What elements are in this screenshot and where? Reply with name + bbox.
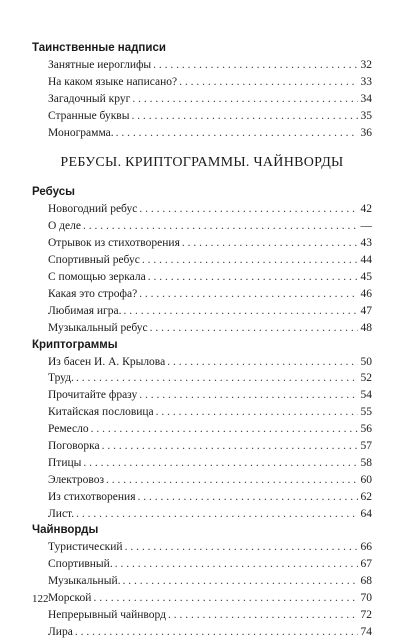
toc-entry-page-number: 66	[360, 541, 372, 554]
toc-entry	[32, 269, 372, 286]
toc-entry-page-number: 57	[360, 440, 372, 453]
toc-entry-page-number: 42	[360, 203, 372, 216]
toc-entry-page-number: 46	[360, 287, 372, 300]
toc-entry	[32, 201, 372, 218]
toc-entry	[32, 472, 372, 489]
toc-entry-title: Монограмма.	[48, 126, 114, 139]
toc-entry	[32, 74, 372, 91]
toc-entry	[32, 556, 372, 573]
toc-list-cryptograms	[32, 354, 372, 523]
toc-entry	[32, 320, 372, 337]
toc-entry-page-number: 72	[360, 609, 372, 622]
dot-leader	[167, 354, 358, 371]
toc-entry-page-number: 50	[360, 355, 372, 368]
toc-entry-page-number: 47	[360, 304, 372, 317]
toc-entry-page-number: 74	[360, 625, 372, 638]
toc-entry	[32, 218, 372, 235]
toc-entry-title: Отрывок из стихотворения	[48, 237, 180, 250]
dot-leader	[76, 370, 358, 387]
toc-entry	[32, 404, 372, 421]
toc-entry	[32, 438, 372, 455]
toc-entry-title: Поговорка	[48, 440, 100, 453]
toc-entry-title: С помощью зеркала	[48, 271, 146, 284]
dot-leader	[122, 573, 358, 590]
dot-leader	[93, 590, 358, 607]
dot-leader	[76, 506, 358, 523]
toc-entry-page-number: 67	[360, 558, 372, 571]
dot-leader	[179, 74, 358, 91]
toc-entry	[32, 286, 372, 303]
toc-entry-title: О деле	[48, 220, 81, 233]
dot-leader	[91, 421, 358, 438]
toc-entry-page-number: 45	[360, 271, 372, 284]
dot-leader	[139, 201, 358, 218]
table-of-contents	[32, 40, 372, 641]
dot-leader	[116, 125, 358, 142]
dot-leader	[138, 489, 359, 506]
toc-entry-title: Музыкальный ребус	[48, 321, 148, 334]
toc-entry-title: Загадочный круг	[48, 92, 131, 105]
toc-entry-page-number: 48	[360, 321, 372, 334]
toc-entry	[32, 252, 372, 269]
toc-entry-page-number: 36	[360, 126, 372, 139]
toc-entry	[32, 590, 372, 607]
toc-entry	[32, 455, 372, 472]
toc-entry	[32, 57, 372, 74]
toc-entry-title: Спортивный ребус	[48, 254, 140, 267]
toc-list-rebuses	[32, 201, 372, 336]
toc-entry-title: Китайская пословица	[48, 406, 154, 419]
section-heading-rebuses: Ребусы	[32, 186, 75, 199]
toc-entry-page-number: 68	[360, 575, 372, 588]
dot-leader	[83, 218, 358, 235]
dot-leader	[142, 252, 358, 269]
toc-entry	[32, 91, 372, 108]
toc-entry-title: Какая это строфа?	[48, 287, 138, 300]
toc-entry-title: Занятные иероглифы	[48, 59, 152, 71]
toc-entry-page-number: 70	[360, 592, 372, 605]
toc-entry-page-number: 43	[360, 237, 372, 250]
dot-leader	[139, 387, 358, 404]
dot-leader	[106, 472, 358, 489]
toc-entry-title: Из басен И. А. Крылова	[48, 355, 166, 368]
toc-entry-page-number: 35	[360, 109, 372, 122]
dot-leader	[131, 108, 358, 125]
toc-entry-title: Морской	[48, 592, 92, 605]
toc-entry	[32, 108, 372, 125]
dot-leader	[75, 624, 358, 641]
toc-entry	[32, 370, 372, 387]
toc-entry-title: Непрерывный чайнворд	[48, 609, 166, 622]
toc-entry	[32, 506, 372, 523]
page-number: 122	[32, 593, 49, 605]
toc-entry-page-number: 34	[360, 92, 372, 105]
toc-entry-title: Труд.	[48, 372, 74, 385]
toc-entry	[32, 489, 372, 506]
toc-entry-title: Странные буквы	[48, 109, 130, 122]
toc-entry-page-number: 52	[360, 372, 372, 385]
toc-entry	[32, 624, 372, 641]
toc-entry	[32, 303, 372, 320]
toc-entry-title: Из стихотворения	[48, 490, 136, 503]
dot-leader	[115, 556, 358, 573]
toc-entry-title: Прочитайте фразу	[48, 389, 138, 402]
toc-entry-title: Электровоз	[48, 473, 105, 486]
toc-entry-title: Любимая игра.	[48, 304, 122, 317]
toc-entry-page-number: 62	[360, 490, 372, 503]
dot-leader	[148, 269, 358, 286]
toc-entry-title: Музыкальный.	[48, 575, 121, 588]
toc-entry	[32, 354, 372, 371]
toc-entry-title: Лира	[48, 625, 73, 638]
dot-leader	[139, 286, 358, 303]
dot-leader	[132, 91, 358, 108]
dot-leader	[125, 539, 358, 556]
toc-entry-title: Лист.	[48, 507, 75, 520]
toc-entry-page-number: 55	[360, 406, 372, 419]
dot-leader	[102, 438, 358, 455]
part-title: РЕБУСЫ. КРИПТОГРАММЫ. ЧАЙНВОРДЫ	[60, 155, 344, 171]
toc-entry-page-number: 33	[360, 75, 372, 88]
toc-entry	[32, 421, 372, 438]
dot-leader	[150, 320, 358, 337]
toc-entry-page-number: 60	[360, 473, 372, 486]
toc-entry-title: Новогодний ребус	[48, 203, 138, 216]
toc-entry-page-number: 58	[360, 456, 372, 469]
toc-entry	[32, 573, 372, 590]
toc-list-chainwords	[32, 539, 372, 640]
toc-entry-title: Птицы	[48, 456, 82, 469]
toc-entry	[32, 387, 372, 404]
toc-entry-title: Спортивный.	[48, 558, 113, 571]
toc-entry-page-number: 44	[360, 254, 372, 267]
dot-leader	[156, 404, 358, 421]
toc-entry-page-number: 56	[360, 423, 372, 436]
toc-entry-title: Ремесло	[48, 423, 89, 436]
dot-leader	[168, 607, 358, 624]
dot-leader	[83, 455, 358, 472]
toc-entry-title: На каком языке написано?	[48, 75, 178, 88]
toc-entry-page-number: 32	[360, 59, 372, 71]
toc-entry	[32, 539, 372, 556]
dot-leader	[123, 303, 358, 320]
toc-entry-title: Туристический	[48, 541, 123, 554]
toc-entry	[32, 607, 372, 624]
toc-list-mysterious-inscriptions	[32, 57, 372, 141]
section-heading-mysterious-inscriptions: Таинственные надписи	[32, 42, 166, 54]
dot-leader	[153, 57, 358, 74]
dot-leader	[182, 235, 358, 252]
toc-entry	[32, 235, 372, 252]
section-heading-chainwords: Чайнворды	[32, 524, 99, 537]
toc-entry-page-number: —	[360, 220, 372, 233]
section-heading-cryptograms: Криптограммы	[32, 338, 118, 351]
toc-entry	[32, 125, 372, 142]
toc-entry-page-number: 54	[360, 389, 372, 402]
toc-entry-page-number: 64	[360, 507, 372, 520]
